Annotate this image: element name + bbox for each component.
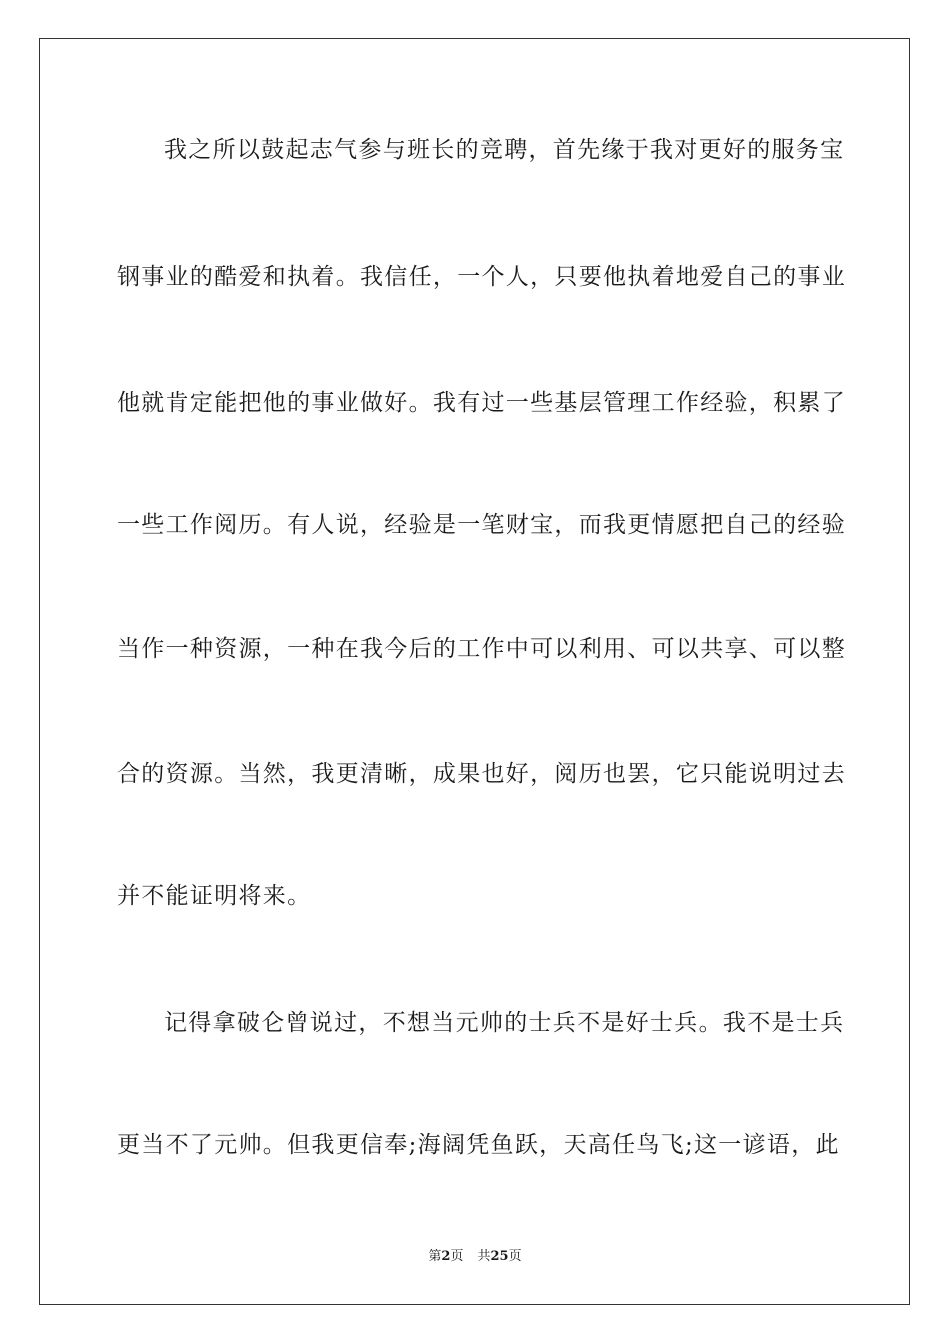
paragraph-1-line-1: 我之所以鼓起志气参与班长的竞聘，首先缘于我对更好的服务宝	[164, 137, 845, 163]
footer-total-pages: 25	[490, 1249, 509, 1264]
paragraph-1-line-5: 当作一种资源，一种在我今后的工作中可以利用、可以共享、可以整	[117, 636, 846, 662]
footer-page-number: 2	[441, 1249, 451, 1264]
paragraph-1-line-7: 并不能证明将来。	[117, 883, 312, 909]
footer-page-suffix: 页	[450, 1249, 464, 1264]
footer-total-suffix: 页	[508, 1249, 522, 1264]
footer-total-prefix: 共	[477, 1249, 491, 1264]
paragraph-1-line-4: 一些工作阅历。有人说，经验是一笔财宝，而我更情愿把自己的经验	[117, 512, 846, 538]
paragraph-1-line-2: 钢事业的酷爱和执着。我信任，一个人，只要他执着地爱自己的事业	[117, 264, 846, 290]
paragraph-1-line-3: 他就肯定能把他的事业做好。我有过一些基层管理工作经验，积累了	[117, 390, 846, 416]
footer-page-prefix: 第	[428, 1249, 442, 1264]
paragraph-1-line-6: 合的资源。当然，我更清晰，成果也好，阅历也罢，它只能说明过去	[117, 761, 846, 787]
paragraph-2-line-1: 记得拿破仑曾说过，不想当元帅的士兵不是好士兵。我不是士兵	[164, 1010, 845, 1036]
page-footer	[0, 1248, 950, 1266]
paragraph-2-line-2: 更当不了元帅。但我更信奉;海阔凭鱼跃，天高任鸟飞;这一谚语，此	[117, 1132, 840, 1158]
page-border	[39, 38, 910, 1305]
